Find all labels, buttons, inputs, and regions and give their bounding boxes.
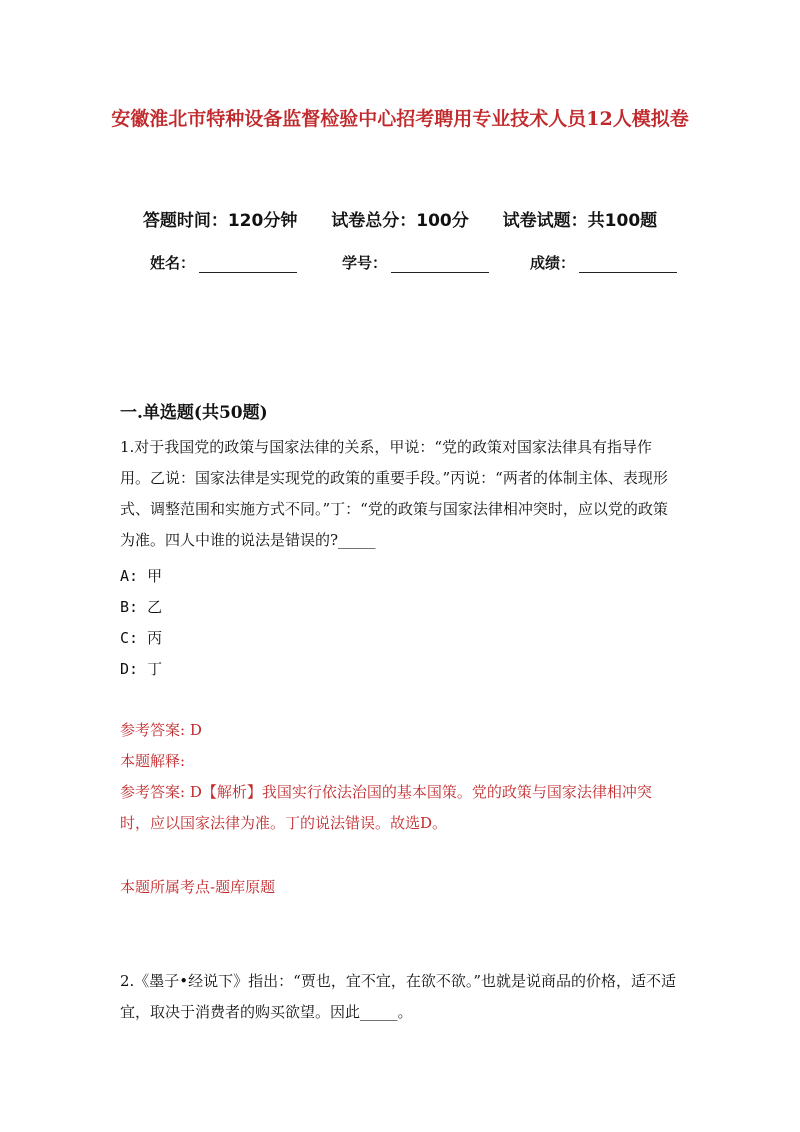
score-label: 成绩： (530, 254, 576, 272)
question-1-option-c: C: 丙 (120, 629, 163, 647)
question-2-text: 2.《墨子•经说下》指出：“贾也，宜不宜，在欲不欲。”也就是说商品的价格，适不适宜，取决于消费者的购买欲望。因此_____。 (120, 972, 676, 1021)
name-label: 姓名： (150, 254, 196, 272)
question-1-topic: 本题所属考点-题库原题 (120, 878, 276, 896)
name-field (150, 252, 297, 273)
question-1-option-b: B: 乙 (120, 598, 163, 616)
question-1-explain-label: 本题解释: (120, 752, 186, 770)
score-field (530, 252, 677, 273)
exam-meta (0, 206, 800, 231)
document-title: 安徽淮北市特种设备监督检验中心招考聘用专业技术人员12人模拟卷 (111, 108, 689, 130)
section-title: 一.单选题(共50题) (120, 403, 268, 423)
exam-time: 答题时间：120分钟 (142, 211, 298, 231)
exam-total-score: 试卷总分：100分 (331, 211, 469, 231)
question-1-answer: 参考答案: D (120, 721, 202, 739)
question-1-option-a: A: 甲 (120, 567, 163, 585)
name-blank (199, 258, 297, 273)
id-field (342, 252, 489, 273)
id-label: 学号： (342, 254, 388, 272)
id-blank (391, 258, 489, 273)
exam-total-questions: 试卷试题：共100题 (502, 211, 658, 231)
question-1-explanation: 参考答案: D【解析】我国实行依法治国的基本国策。党的政策与国家法律相冲突时，应以国家法律为准。丁的说法错误。故选D。 (120, 783, 652, 832)
score-blank (579, 258, 677, 273)
question-1-text: 1.对于我国党的政策与国家法律的关系，甲说：“党的政策对国家法律具有指导作用。乙说：国家法律是实现党的政策的重要手段。”丙说：“两者的体制主体、表现形式、调整范围和实施方式不同。”丁：“党的政策与国家法律相冲突时，应以党的政策为准。四人中谁的说法是错误的?_____ (120, 438, 668, 549)
question-1-option-d: D: 丁 (120, 660, 163, 678)
